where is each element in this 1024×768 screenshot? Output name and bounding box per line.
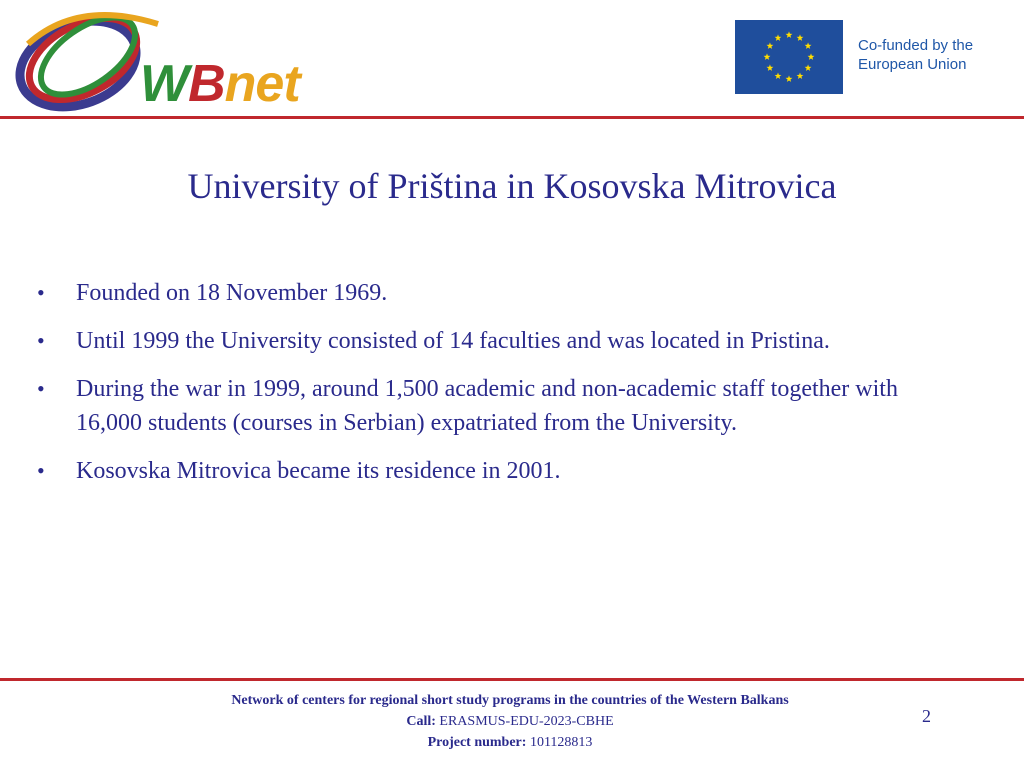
logo-letter-b: B: [188, 55, 225, 113]
bullet-dot-icon: •: [37, 376, 45, 401]
bullet-dot-icon: •: [37, 280, 45, 305]
bullet-text: During the war in 1999, around 1,500 academic and non-academic staff together with 16,000 students (courses in Serbian) expatriated from the University.: [76, 376, 898, 436]
logo-letter-w: W: [140, 55, 189, 113]
bullet-text: Kosovska Mitrovica became its residence in 2001.: [76, 458, 561, 484]
wbnet-logo-text: [140, 55, 300, 113]
slide-title: University of Priština in Kosovska Mitrovica: [187, 166, 837, 206]
header-divider: [0, 116, 1024, 119]
footer-network-line: Network of centers for regional short study programs in the countries of the Western Balkans: [231, 693, 789, 708]
bullet-item: [0, 454, 1024, 488]
eu-text-line-2: European Union: [858, 56, 967, 73]
footer-call-label: Call:: [406, 714, 436, 729]
bullet-text: Founded on 18 November 1969.: [76, 280, 388, 306]
slide-header: [0, 0, 1024, 118]
footer-call-value: ERASMUS-EDU-2023-CBHE: [439, 714, 614, 729]
bullet-item: [0, 324, 1024, 358]
bullet-item: [0, 276, 1024, 310]
footer-project-line: [0, 732, 1020, 753]
footer-divider: [0, 678, 1024, 681]
slide-footer: [0, 690, 1020, 753]
eu-cofunded-text: [858, 36, 973, 74]
footer-project-label: Project number:: [427, 735, 527, 750]
wbnet-logo: [8, 4, 328, 116]
bullet-item: [0, 372, 1024, 440]
eu-flag-icon: [735, 20, 843, 94]
bullet-text: Until 1999 the University consisted of 14 faculties and was located in Pristina.: [76, 328, 830, 354]
bullet-dot-icon: •: [37, 458, 45, 483]
logo-word-net: net: [224, 55, 300, 113]
bullet-list: [0, 276, 1024, 502]
bullet-dot-icon: •: [37, 328, 45, 353]
footer-project-value: 101128813: [529, 735, 593, 750]
page-number: 2: [922, 706, 931, 726]
footer-call-line: [0, 711, 1020, 732]
eu-text-line-1: Co-funded by the: [858, 37, 974, 54]
